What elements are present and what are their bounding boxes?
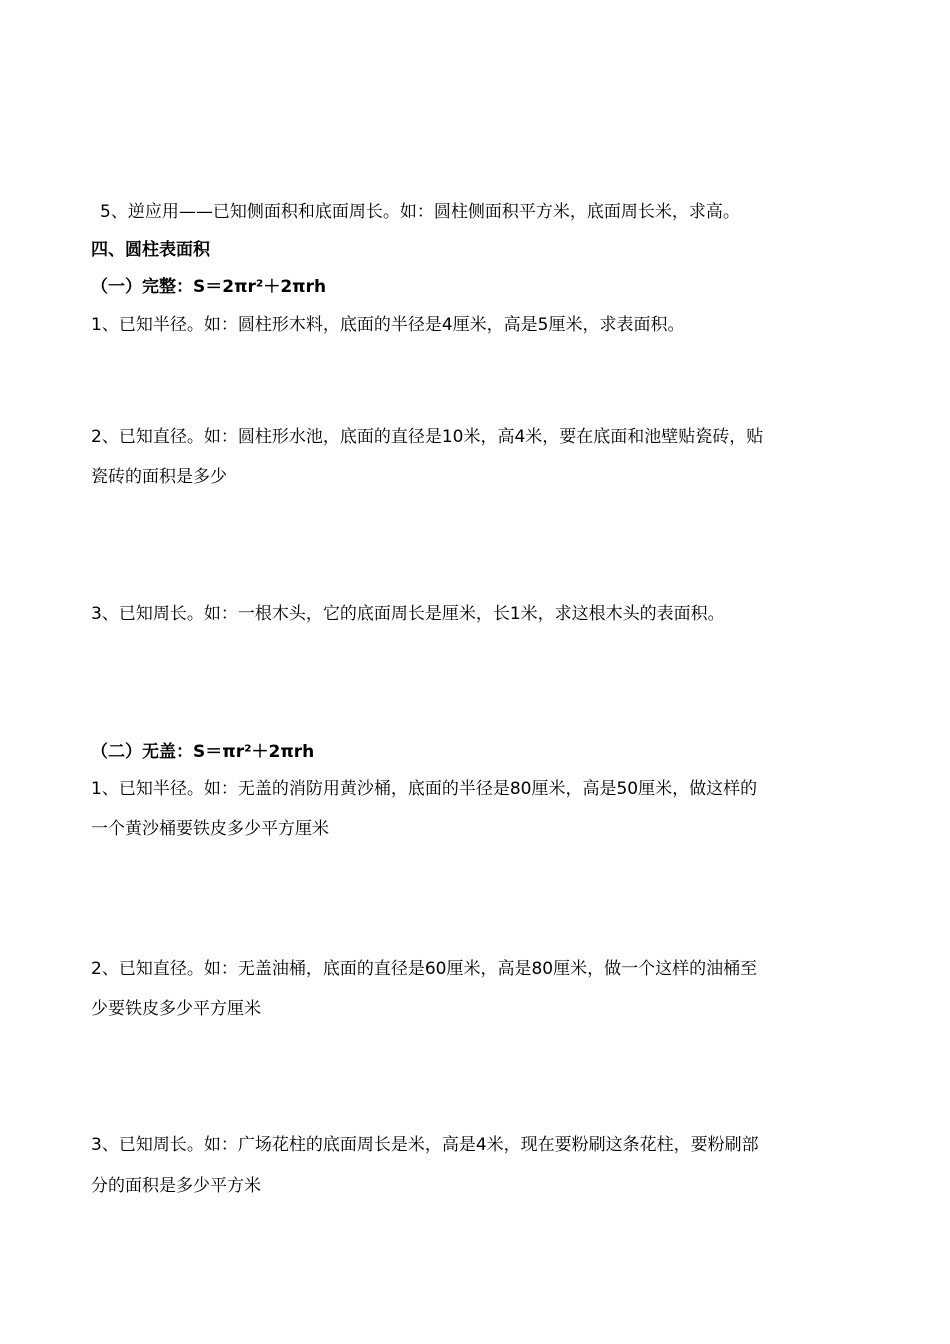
part-1-question-2-line-2: 瓷砖的面积是多少 bbox=[91, 467, 227, 487]
part-2-question-2-line-1: 2、已知直径。如：无盖油桶，底面的直径是60厘米，高是80厘米，做一个这样的油桶至 bbox=[91, 959, 758, 979]
part-2-open-top-formula-heading: （二）无盖：S＝πr²＋2πrh bbox=[91, 742, 315, 762]
part-1-complete-formula-heading: （一）完整：S＝2πr²＋2πrh bbox=[91, 277, 327, 297]
part-1-question-1: 1、已知半径。如：圆柱形木料，底面的半径是4厘米，高是5厘米，求表面积。 bbox=[91, 315, 685, 335]
part-1-question-2-line-1: 2、已知直径。如：圆柱形水池，底面的直径是10米，高4米，要在底面和池壁贴瓷砖，贴 bbox=[91, 427, 764, 447]
part-2-question-1-line-2: 一个黄沙桶要铁皮多少平方厘米 bbox=[91, 819, 329, 839]
item-5-inverse-application: 5、逆应用——已知侧面积和底面周长。如：圆柱侧面积平方米，底面周长米，求高。 bbox=[100, 202, 740, 222]
section-4-heading: 四、圆柱表面积 bbox=[91, 240, 210, 260]
part-2-question-1-line-1: 1、已知半径。如：无盖的消防用黄沙桶，底面的半径是80厘米，高是50厘米，做这样的 bbox=[91, 779, 758, 799]
part-2-question-2-line-2: 少要铁皮多少平方厘米 bbox=[91, 999, 261, 1019]
part-2-question-3-line-2: 分的面积是多少平方米 bbox=[91, 1176, 261, 1196]
part-1-question-3: 3、已知周长。如：一根木头，它的底面周长是厘米，长1米，求这根木头的表面积。 bbox=[91, 604, 725, 624]
part-2-question-3-line-1: 3、已知周长。如：广场花柱的底面周长是米，高是4米，现在要粉刷这条花柱，要粉刷部 bbox=[91, 1135, 759, 1155]
